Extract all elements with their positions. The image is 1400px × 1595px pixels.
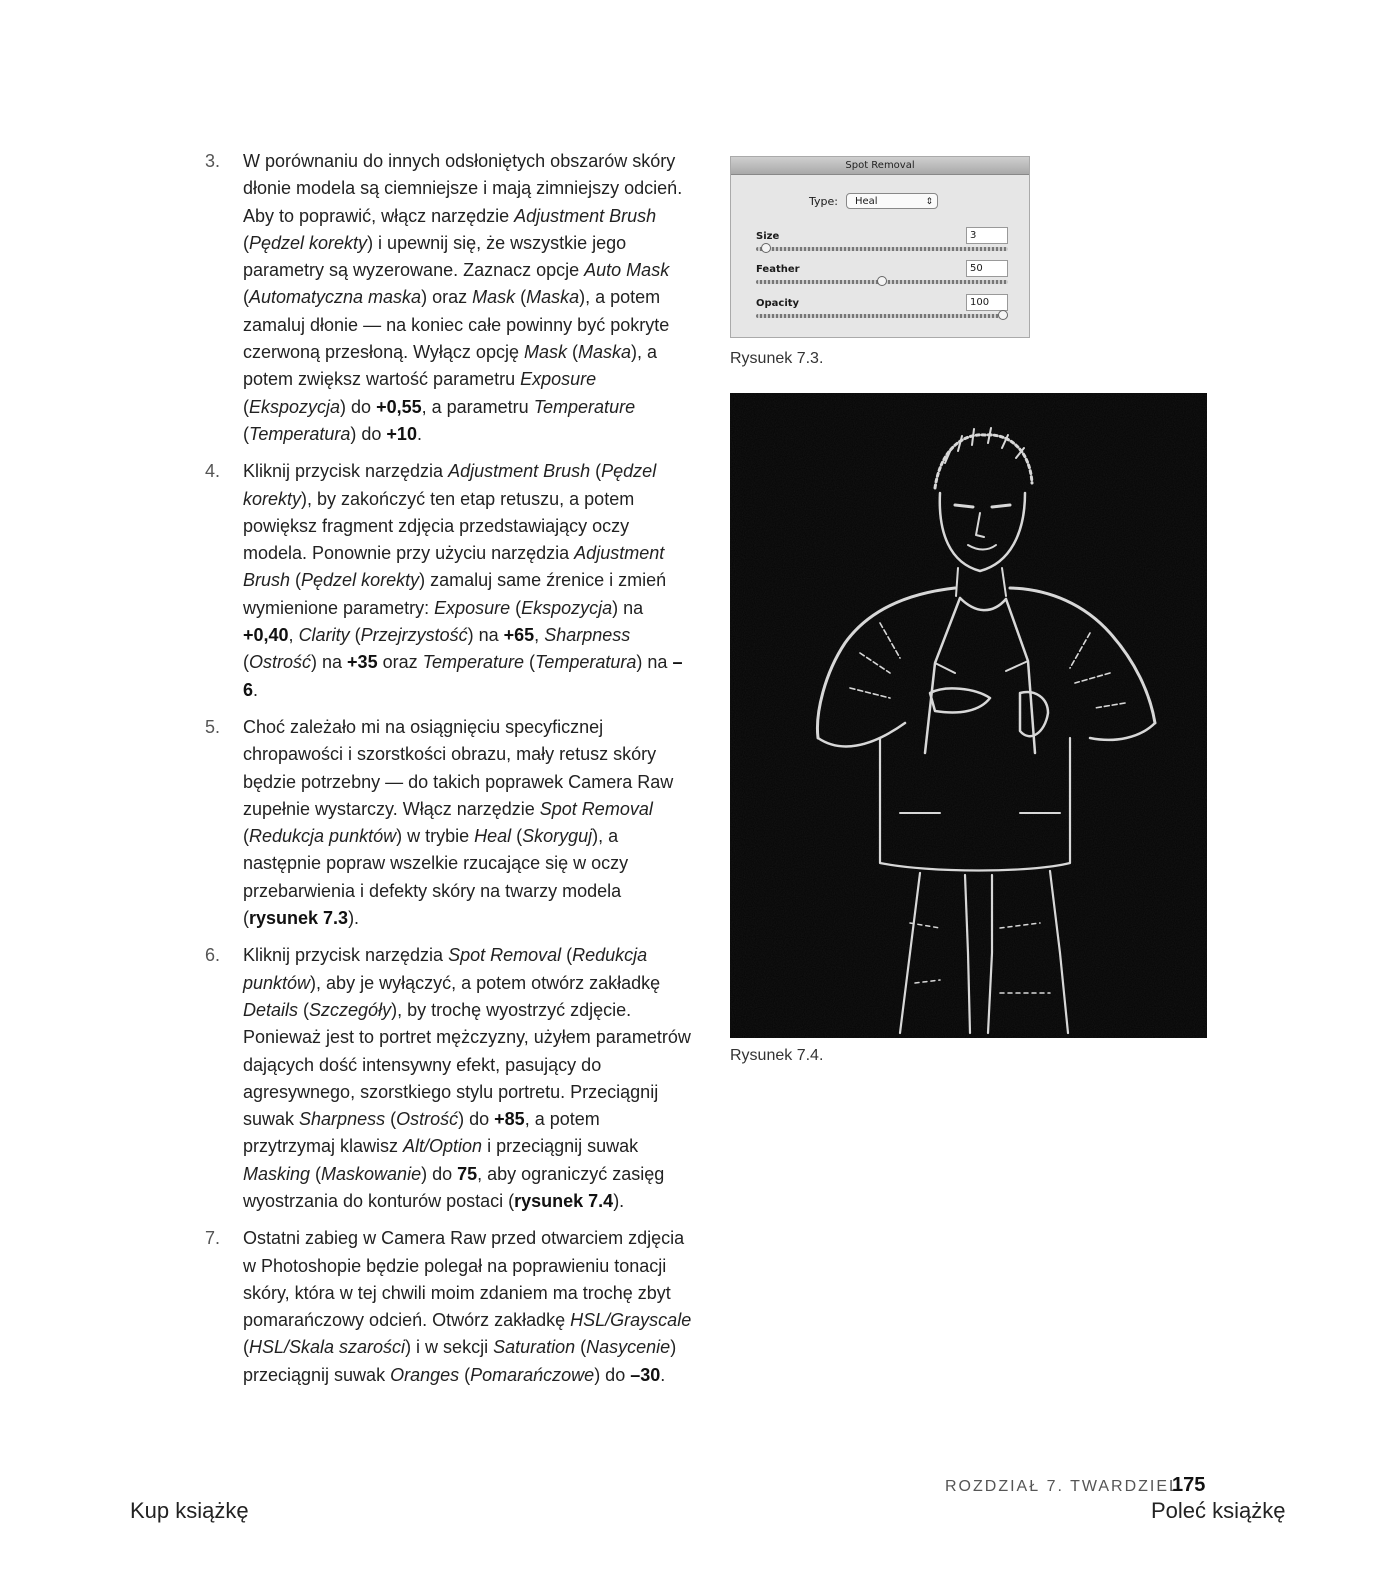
text-run: i przeciągnij suwak [482, 1136, 639, 1157]
italic-term: Nasycenie [586, 1337, 671, 1358]
step-text [243, 148, 695, 448]
opacity-label: Opacity [756, 298, 800, 309]
text-run: ( [511, 826, 523, 847]
bold-value: rysunek 7.3 [249, 908, 349, 929]
italic-term: HSL/Grayscale [570, 1310, 692, 1331]
text-run: . [416, 423, 422, 444]
text-run: ( [515, 287, 527, 308]
bold-value: +10 [386, 423, 417, 444]
italic-term: Ostrość [396, 1109, 459, 1130]
italic-term: Automatyczna maska [249, 287, 422, 308]
text-run: ) do [340, 396, 377, 417]
italic-term: Redukcja punktów [243, 945, 648, 993]
text-run: ( [243, 826, 249, 847]
size-param [756, 231, 1008, 242]
italic-term: Ekspozycja [249, 396, 341, 417]
italic-term: Exposure [434, 597, 511, 618]
text-run: ( [243, 652, 249, 673]
text-run: ), aby je wyłączyć, a potem otwórz zakładkę [310, 972, 661, 993]
text-run: ( [243, 1337, 249, 1358]
step-item [205, 458, 695, 704]
text-run: oraz [377, 652, 423, 673]
text-run: ( [243, 396, 249, 417]
text-run: ), by zakończyć ten etap retuszu, a potem powiększ fragment zdjęcia przedstawiający oczy modela. Ponownie przy użyciu narzędzia [243, 488, 635, 564]
italic-term: Pędzel korekty [301, 570, 420, 591]
opacity-slider-track [756, 314, 1008, 318]
text-run: ), a potem zamaluj dłonie — na koniec całe powinny być pokryte czerwoną przesłoną. Wyłącz opcję [243, 287, 670, 363]
bold-value: +35 [347, 652, 378, 673]
text-run: ) do [350, 423, 387, 444]
italic-term: HSL/Skala szarości [249, 1337, 406, 1358]
size-slider-thumb [761, 243, 771, 253]
type-row [809, 193, 938, 209]
feather-label: Feather [756, 264, 800, 275]
text-run: , aby ograniczyć zasięg wyostrzania do konturów postaci ( [243, 1163, 665, 1211]
opacity-value: 100 [966, 294, 1008, 311]
bold-value: +65 [503, 625, 535, 646]
step-number: 4. [205, 461, 221, 482]
italic-term: Pędzel korekty [249, 232, 368, 253]
text-run: ) przeciągnij suwak [243, 1337, 677, 1385]
italic-term: Maska [526, 287, 580, 308]
italic-term: Saturation [493, 1337, 576, 1358]
text-run: Kliknij przycisk narzędzia [243, 945, 449, 966]
text-run: , [288, 625, 299, 646]
text-run: ) na [467, 625, 504, 646]
text-run: ). [613, 1190, 625, 1211]
italic-term: Adjustment Brush [448, 461, 591, 482]
bold-value: 75 [457, 1163, 478, 1184]
bold-value: –6 [243, 652, 683, 700]
text-run: ( [459, 1364, 471, 1385]
italic-term: Temperature [533, 396, 636, 417]
text-run: ( [349, 625, 361, 646]
italic-term: Alt/Option [403, 1136, 483, 1157]
opacity-slider-thumb [998, 310, 1008, 320]
bold-value: rysunek 7.4 [514, 1190, 614, 1211]
italic-term: Spot Removal [539, 798, 653, 819]
text-run: ) do [594, 1364, 631, 1385]
text-run: ) na [636, 652, 673, 673]
text-run: ( [243, 232, 249, 253]
italic-term: Spot Removal [448, 945, 562, 966]
type-select [846, 193, 938, 209]
step-item [205, 942, 695, 1215]
italic-term: Temperature [422, 652, 525, 673]
text-run: ( [290, 570, 302, 591]
bold-value: +85 [494, 1109, 525, 1130]
text-run: Kliknij przycisk narzędzia [243, 461, 449, 482]
text-run: ( [385, 1109, 397, 1130]
text-run: . [253, 679, 259, 700]
text-run: ( [566, 342, 578, 363]
buy-book-link[interactable]: Kup książkę [130, 1498, 249, 1523]
feather-slider-thumb [877, 276, 887, 286]
text-run: ), a następnie popraw wszelkie rzucające się w oczy przebarwienia i defekty skóry na twarzy modela ( [243, 826, 629, 929]
italic-term: Maskowanie [321, 1163, 422, 1184]
step-item [205, 148, 695, 448]
text-run: ) zamaluj same źrenice i zmień wymienione parametry: [243, 570, 667, 618]
italic-term: Exposure [520, 369, 597, 390]
italic-term: Heal [474, 826, 512, 847]
italic-term: Details [243, 999, 299, 1020]
panel-title: Spot Removal [731, 157, 1029, 175]
type-select-value: Heal [854, 196, 878, 207]
text-run: . [660, 1364, 666, 1385]
type-label: Type: [809, 194, 838, 208]
figure-7-4-caption: Rysunek 7.4. [730, 1047, 824, 1064]
text-run: ( [243, 423, 249, 444]
italic-term: Szczegóły [309, 999, 392, 1020]
size-value: 3 [966, 227, 1008, 244]
step-item [205, 714, 695, 932]
step-number: 3. [205, 151, 221, 171]
text-run: ) i upewnij się, że wszystkie jego parametry są wyzerowane. Zaznacz opcje [243, 232, 627, 281]
italic-term: Pomarańczowe [470, 1364, 595, 1385]
text-run: , a parametru [421, 396, 534, 417]
text-run: ) w trybie [396, 826, 475, 847]
text-run: ) do [458, 1109, 495, 1130]
bold-value: +0,40 [243, 625, 289, 646]
running-head: ROZDZIAŁ 7. TWARDZIEL [945, 1478, 1180, 1495]
spot-removal-panel [730, 156, 1030, 338]
feather-param [756, 264, 1008, 275]
text-run: ( [590, 461, 602, 482]
step-number: 5. [205, 716, 221, 737]
bold-value: +0,55 [376, 396, 422, 417]
text-run: ) oraz [421, 287, 473, 308]
italic-term: Auto Mask [584, 260, 670, 281]
step-number: 6. [205, 945, 221, 966]
step-text [243, 458, 695, 704]
size-slider-track [756, 247, 1008, 251]
step-item [205, 1225, 695, 1389]
italic-term: Ekspozycja [521, 597, 613, 618]
text-run: ) na [311, 652, 348, 673]
text-run: Choć zależało mi na osiągnięciu specyficznej chropawości i szorstkości obrazu, mały retusz skóry będzie potrzebny — do takich poprawek Camera Raw zupełnie wystarczy. Włącz narzędzie [243, 716, 674, 819]
italic-term: Mask [472, 287, 516, 308]
text-run: W porównaniu do innych odsłoniętych obszarów skóry dłonie modela są ciemniejsze i mają zimniejszy odcień. Aby to poprawić, włącz narzędzie [243, 151, 683, 226]
italic-term: Skoryguj [522, 826, 593, 847]
italic-term: Sharpness [299, 1109, 386, 1130]
text-run: ( [510, 597, 522, 618]
italic-term: Temperatura [535, 652, 637, 673]
text-run: ) i w sekcji [405, 1337, 494, 1358]
italic-term: Przejrzystość [360, 625, 468, 646]
bold-value: –30 [630, 1364, 661, 1385]
text-run: ) do [421, 1163, 458, 1184]
text-run: ( [561, 945, 573, 966]
recommend-book-link[interactable]: Poleć książkę [1151, 1498, 1286, 1523]
text-run: ( [524, 652, 536, 673]
step-number: 7. [205, 1228, 221, 1249]
italic-term: Oranges [390, 1364, 460, 1385]
step-text [243, 1225, 695, 1389]
text-run: ( [575, 1337, 587, 1358]
italic-term: Adjustment Brush [514, 205, 657, 226]
italic-term: Sharpness [544, 625, 631, 646]
italic-term: Pędzel korekty [243, 461, 657, 509]
text-run: Ostatni zabieg w Camera Raw przed otwarciem zdjęcia w Photoshopie będzie polegał na poprawieniu tonacji skóry, która w tej chwili moim zdaniem ma trochę zbyt pomarańczowy odcień. Otwórz zakładkę [243, 1228, 685, 1331]
select-arrows-icon: ⇕ [925, 197, 933, 207]
text-run: ), a potem zwiększ wartość parametru [243, 342, 658, 390]
italic-term: Ostrość [249, 652, 312, 673]
text-run: , a potem przytrzymaj klawisz [243, 1109, 600, 1157]
italic-term: Redukcja punktów [249, 826, 397, 847]
text-run: ( [310, 1163, 322, 1184]
page-number: 175 [1172, 1474, 1206, 1496]
text-run: ( [243, 287, 249, 308]
italic-term: Adjustment Brush [243, 543, 665, 591]
feather-value: 50 [966, 260, 1008, 277]
text-run: ) na [612, 597, 644, 618]
opacity-param [756, 298, 1008, 309]
text-run: , [534, 625, 545, 646]
step-text [243, 714, 695, 932]
figure-7-3-caption: Rysunek 7.3. [730, 350, 824, 367]
italic-term: Clarity [298, 625, 350, 646]
steps-list [205, 148, 695, 1399]
figure-7-4-photo [730, 393, 1207, 1038]
italic-term: Maska [577, 342, 631, 363]
size-label: Size [756, 231, 780, 242]
text-run: ). [348, 908, 360, 929]
step-text [243, 942, 695, 1215]
text-run: ), by trochę wyostrzyć zdjęcie. Ponieważ jest to portret mężczyzny, użyłem parametrów dających dość intensywny efekt, pasujący do agresywnego, szorstkiego stylu portretu. Przeciągnij suwak [243, 999, 691, 1130]
italic-term: Temperatura [249, 423, 351, 444]
italic-term: Masking [243, 1163, 311, 1184]
text-run: ( [298, 999, 310, 1020]
italic-term: Mask [523, 342, 567, 363]
man-in-jacket-edge-mask-image [730, 393, 1207, 1038]
